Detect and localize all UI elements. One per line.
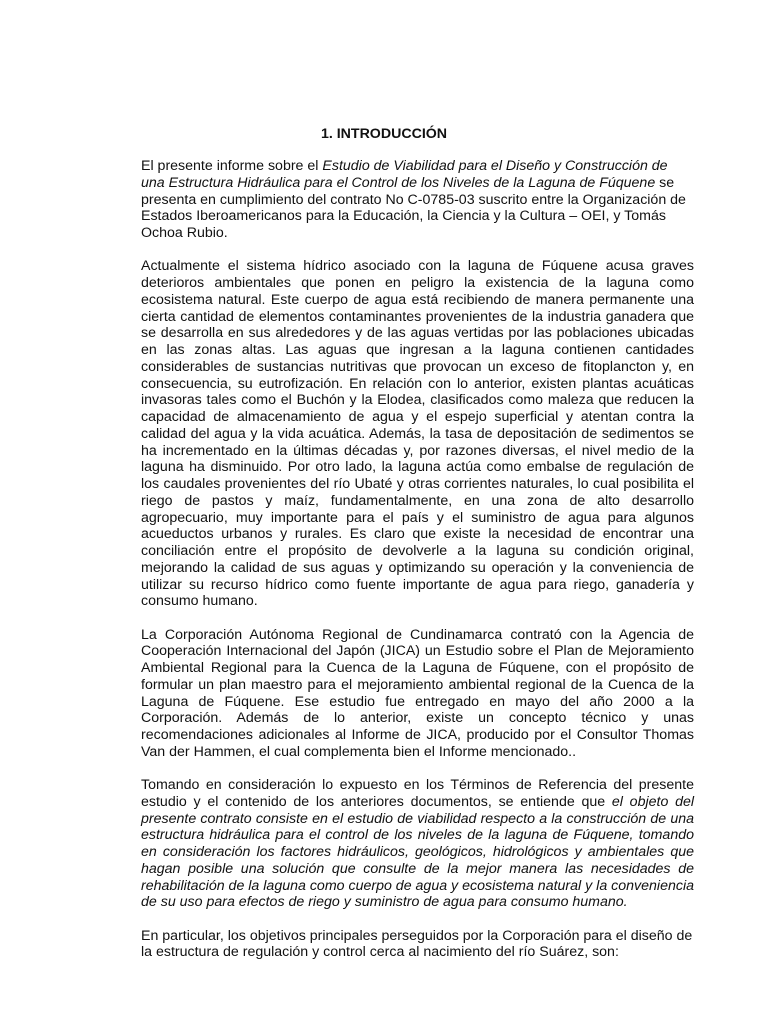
section-heading: 1. INTRODUCCIÓN xyxy=(320,126,448,142)
paragraph-intro-tail: se presenta en cumplimiento del contrato No C-0785-03 suscrito entre la Organización de Estados Iberoamericanos para la Educación, la Ciencia y la Cultura – OEI, y Tomás Ochoa Rubio. xyxy=(141,174,686,241)
paragraph-objectives: En particular, los objetivos principales perseguidos por la Corporación para el diseño de la estructura de regulación y control cerca al nacimiento del río Suárez, son: xyxy=(141,927,693,961)
paragraph-environmental-context: Actualmente el sistema hídrico asociado con la laguna de Fúquene acusa graves deterioros ambientales que ponen en peligro la existencia de la laguna como ecosistema natural. Este cuerpo de agua está recibiendo de manera permanente una cierta cantidad de elementos contaminantes provenientes de la industria ganadera que se desarrolla en sus alrededores y de las aguas vertidas por las poblaciones ubicadas en las zonas altas. Las aguas que ingresan a la laguna contienen cantidades considerables de sustancias nutritivas que provocan un exceso de fitoplancton y, en consecuencia, su eutrofización. En relación con lo anterior, existen plantas acuáticas invasoras tales como el Buchón y la Elodea, clasificados como maleza que reducen la capacidad de almacenamiento de agua y el espejo superficial y atentan contra la calidad del agua y la vida acuática. Además, la tasa de depositación de sedimentos se ha incrementado en la últimas décadas y, por razones diversas, el nivel medio de la laguna ha disminuido. Por otro lado, la laguna actúa como embalse de regulación de los caudales provenientes del río Ubaté y otras corrientes naturales, lo cual posibilita el riego de pastos y maíz, fundamentalmente, en una zona de alto desarrollo agropecuario, muy importante para el país y el suministro de agua para algunos acueductos urbanos y rurales. Es claro que existe la necesidad de encontrar una conciliación entre el propósito de devolverle a la laguna su condición original, mejorando la calidad de sus aguas y optimizando su operación y la conveniencia de utilizar su recurso hídrico como fuente importante de agua para riego, ganadería y consumo humano. xyxy=(141,258,694,610)
study-title-italic: Estudio de Viabilidad para el Diseño y Construcción de una Estructura Hidráulica para el Control de los Niveles de la Laguna de Fúquene xyxy=(141,158,668,191)
paragraph-contract-object xyxy=(141,777,694,911)
paragraph-contract-lead: Tomando en consideración lo expuesto en los Términos de Referencia del presente estudio y el contenido de los anteriores documentos, se entiende que xyxy=(141,777,694,810)
contract-object-italic: el objeto del presente contrato consiste en el estudio de viabilidad respecto a la construcción de una estructura hidráulica para el control de los niveles de la laguna de Fúquene, tomando en consideración los factores hidráulicos, geológicos, hidrológicos y ambientales que hagan posible una solución que consulte de la mejor manera las necesidades de rehabilitación de la laguna como cuerpo de agua y ecosistema natural y la conveniencia de su uso para efectos de riego y suministro de agua para consumo humano. xyxy=(141,793,695,911)
paragraph-jica-study: La Corporación Autónoma Regional de Cundinamarca contrató con la Agencia de Cooperación Internacional del Japón (JICA) un Estudio sobre el Plan de Mejoramiento Ambiental Regional para la Cuenca de la Laguna de Fúquene, con el propósito de formular un plan maestro para el mejoramiento ambiental regional de la Cuenca de la Laguna de Fúquene. Ese estudio fue entregado en mayo del año 2000 a la Corporación. Además de lo anterior, existe un concepto técnico y unas recomendaciones adicionales al Informe de JICA, producido por el Consultor Thomas Van der Hammen, el cual complementa bien el Informe mencionado.. xyxy=(141,626,694,760)
paragraph-intro-lead: El presente informe sobre el xyxy=(141,158,323,174)
paragraph-intro xyxy=(141,158,694,242)
document-body xyxy=(141,158,694,961)
